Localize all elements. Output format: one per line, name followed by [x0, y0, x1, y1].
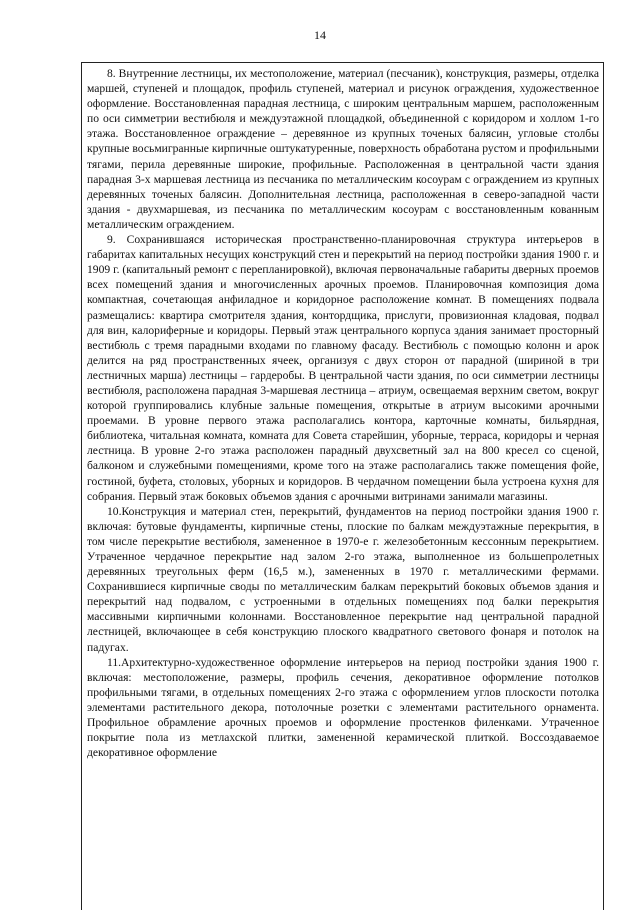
text-frame: [81, 62, 604, 910]
page-number: 14: [314, 28, 326, 42]
paragraph-9: 9. Сохранившаяся историческая пространственно-планировочная структура интерьеров в габаритах капитальных несущих конструкций стен и перекрытий на период постройки здания 1900 г. и 1909 г. (капитальный ремонт с перепланировкой), включая первоначальные габариты дверных проемов всех помещений здания и многочисленных арочных проемов. Планировочная композиция дома компактная, сочетающая анфиладное и коридорное расположение комнат. В помещениях подвала размещались: квартира смотрителя здания, контордщика, прислуги, провизионная кладовая, подвал для вин, калориферные и коридоры. Первый этаж центрального корпуса здания занимает просторный вестибюль с тремя парадными входами по главному фасаду. Вестибюль с помощью колонн и арок делится на ряд пространственных ячеек, организуя с двух сторон от парадной (шириной в три лестничных марша) лестницы – гардеробы. В центральной части здания, по оси симметрии лестницы вестибюля, расположена парадная 3-маршевая лестница – атриум, освещаемая верхним светом, вокруг которой группировались клубные зальные помещения, открытые в атриум высокими арочными проемами. В уровне первого этажа располагались контора, карточные комнаты, бильярдная, библиотека, читальная комната, комната для Совета старейшин, уборные, терраса, коридоры и черная лестница. В уровне 2-го этажа расположен парадный двухсветный зал на 800 кресел со сценой, балконом и служебными помещениями, кроме того на этаже располагались также помещения фойе, гостиной, буфета, столовых, уборных и коридоров. В чердачном помещении была устроена кухня для собрания. Первый этаж боковых объемов здания с арочными витринами занимали магазины.: [87, 233, 599, 503]
paragraph-8: 8. Внутренние лестницы, их местоположение, материал (песчаник), конструкция, размеры, отделка маршей, ступеней и площадок, профиль ступеней, материал и рисунок ограждения, художественное оформление. Восстановленная парадная лестница, с широким центральным маршем, расположенным по оси симметрии вестибюля и междуэтажной площадкой, объединенной с коридором и холлом 1-го этажа. Восстановленное ограждение – деревянное из крупных точеных балясин, угловые столбы крупные восьмигранные кирпичные оштукатуренные, поверхность обработана рустом и профильными тягами, перила деревянные широкие, профильные. Расположенная в центральной части здания парадная 3-х маршевая лестница из песчаника по металлическим косоурам с ограждением из крупных деревянных точеных балясин. Дополнительная лестница, расположенная в северо-западной части здания - двухмаршевая, из песчаника по металлическим косоурам с восстановленным кованным металлическим ограждением.: [87, 67, 599, 231]
paragraph-11: 11.Архитектурно-художественное оформление интерьеров на период постройки здания 1900 г. включая: местоположение, размеры, профиль сечения, декоративное оформление потолков профильными тягами, в отдельных помещениях 2-го этажа с оформлением углов плоскости потолка элементами растительного декора, потолочные розетки с элементами растительного орнамента. Профильное обрамление арочных проемов и оформление простенков филенками. Утраченное покрытие пола из метлахской плитки, замененной керамической плиткой. Воссоздаваемое декоративное оформление: [87, 655, 599, 760]
paragraph-10: 10.Конструкция и материал стен, перекрытий, фундаментов на период постройки здания 1900 г. включая: бутовые фундаменты, кирпичные стены, плоские по балкам междуэтажные перекрытия, в том числе перекрытие вестибюля, замененное в 1970-е г. железобетонным кессонным перекрытием. Утраченное чердачное перекрытие над залом 2-го этажа, выполненное из большепролетных деревянных треугольных ферм (16,5 м.), замененных в 1970 г. металлическими фермами. Сохранившиеся кирпичные своды по металлическим балкам перекрытий боковых объемов здания и перекрытий над подвалом, с устроенными в отдельных помещениях под балки перекрытия массивными кирпичными колоннами. Восстановленное перекрытие над центральной парадной лестницей, включающее в себя конструкцию плоского квадратного светового фонаря и потолок на падугах.: [87, 504, 599, 654]
